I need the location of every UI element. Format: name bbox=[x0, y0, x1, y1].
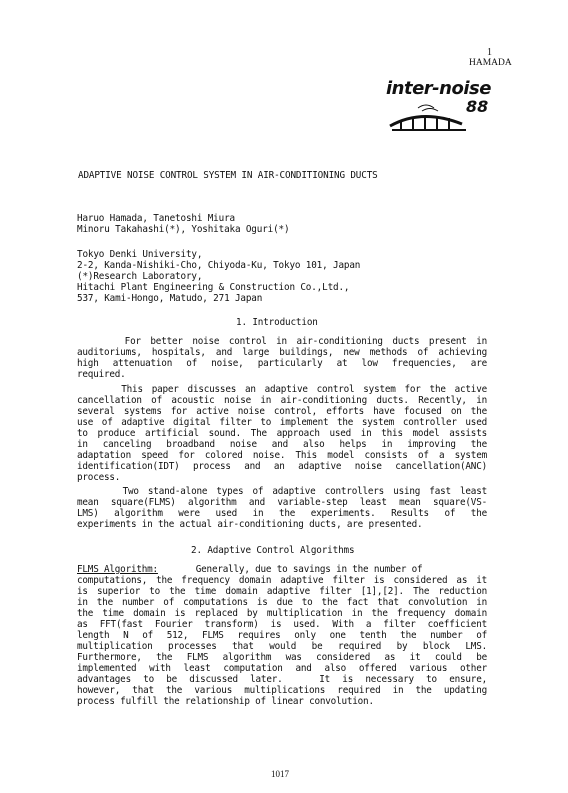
text-line: high attenuation of noise, particularly at low frequencies, are bbox=[77, 358, 487, 369]
text-line: is superior to the time domain adaptive filter [1],[2]. The reduction bbox=[77, 586, 487, 597]
inter-noise-logo bbox=[382, 78, 492, 138]
text-line: in canceling broadband noise and also helps in improving the bbox=[77, 439, 487, 450]
text-line: use of adaptive digital filter to implement the system controller used bbox=[77, 417, 487, 428]
text-line: Two stand-alone types of adaptive controllers using fast least bbox=[77, 486, 487, 497]
affiliation-line-1: Tokyo Denki University, bbox=[77, 249, 203, 260]
intro-paragraph-2 bbox=[77, 384, 487, 483]
run-in-heading: FLMS Algorithm: bbox=[77, 564, 158, 575]
text-line: mean square(FLMS) algorithm and variable-step least mean square(VS- bbox=[77, 497, 487, 508]
text-line: computations, the frequency domain adaptive filter is considered as it bbox=[77, 575, 487, 586]
text-line: For better noise control in air-conditioning ducts present in bbox=[77, 336, 487, 347]
authors-line-2: Minoru Takahashi(*), Yoshitaka Oguri(*) bbox=[77, 224, 290, 235]
text-line: cancellation of acoustic noise in air-conditioning ducts. Recently, in bbox=[77, 395, 487, 406]
text-line: multiplication processes that would be required by block LMS. bbox=[77, 641, 487, 652]
text-line: implemented with least computation and also offered various other bbox=[77, 663, 487, 674]
page-number-bottom: 1017 bbox=[271, 769, 289, 779]
text-line: adaptation speed for colored noise. This model consists of a system bbox=[77, 450, 487, 461]
authors-line-1: Haruo Hamada, Tanetoshi Miura bbox=[77, 213, 235, 224]
affiliation-line-5: 537, Kami-Hongo, Matudo, 271 Japan bbox=[77, 293, 263, 304]
author-tag: HAMADA bbox=[469, 58, 512, 68]
text-line: required. bbox=[77, 369, 126, 380]
section-heading-introduction: 1. Introduction bbox=[236, 317, 318, 328]
affiliation-line-4: Hitachi Plant Engineering & Construction Co.,Ltd., bbox=[77, 282, 350, 293]
text-line: advantages to be discussed later. It is necessary to ensure, bbox=[77, 674, 487, 685]
text-line: experiments in the actual air-conditioning ducts, are presented. bbox=[77, 519, 423, 530]
text-line: Furthermore, the FLMS algorithm was considered as it could be bbox=[77, 652, 487, 663]
text-line: identification(IDT) process and an adaptive noise cancellation(ANC) bbox=[77, 461, 487, 472]
text-line: however, that the various multiplications required in the updating bbox=[77, 685, 487, 696]
logo-title: inter-noise bbox=[386, 78, 491, 99]
paper-title: ADAPTIVE NOISE CONTROL SYSTEM IN AIR-CONDITIONING DUCTS bbox=[78, 170, 378, 181]
text-line: several systems for active noise control, efforts have focused on the bbox=[77, 406, 487, 417]
text-line: to produce artificial sound. The approach used in this model assists bbox=[77, 428, 487, 439]
logo-year: 88 bbox=[466, 97, 489, 116]
intro-paragraph-3 bbox=[77, 486, 487, 530]
text-line: process fulfill the relationship of linear convolution. bbox=[77, 696, 374, 707]
text-line: auditoriums, hospitals, and large buildings, new methods of achieving bbox=[77, 347, 487, 358]
bridge-icon bbox=[382, 78, 492, 138]
text-line: length N of 512, FLMS requires only one tenth the number of bbox=[77, 630, 487, 641]
text-line: the time domain is replaced by multiplication in the frequency domain bbox=[77, 608, 487, 619]
run-in-text: Generally, due to savings in the number of bbox=[157, 564, 423, 575]
text-line: in the number of computations is due to the fact that convolution in bbox=[77, 597, 487, 608]
text-line: LMS) algorithm were used in the experiments. Results of the bbox=[77, 508, 487, 519]
affiliation-line-3: (*)Research Laboratory, bbox=[77, 271, 203, 282]
text-line bbox=[77, 564, 487, 575]
affiliation-line-2: 2-2, Kanda-Nishiki-Cho, Chiyoda-Ku, Tokyo 101, Japan bbox=[77, 260, 361, 271]
page-number-top: 1 bbox=[487, 47, 492, 58]
section-heading-algorithms: 2. Adaptive Control Algorithms bbox=[191, 545, 355, 556]
text-line: as FFT(fast Fourier transform) is used. With a filter coefficient bbox=[77, 619, 487, 630]
intro-paragraph-1 bbox=[77, 336, 487, 380]
text-line: This paper discusses an adaptive control system for the active bbox=[77, 384, 487, 395]
flms-paragraph bbox=[77, 564, 487, 707]
text-line: process. bbox=[77, 472, 121, 483]
